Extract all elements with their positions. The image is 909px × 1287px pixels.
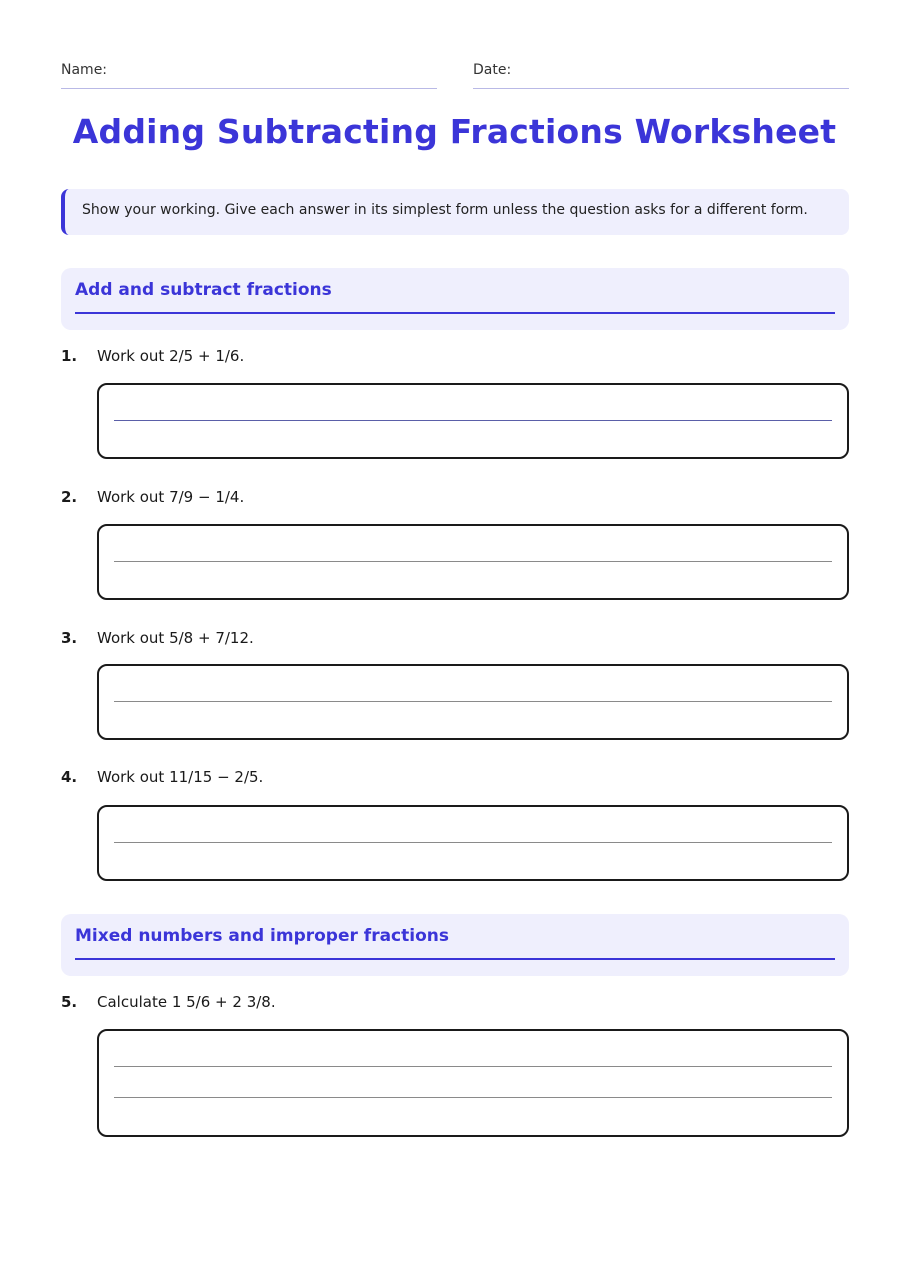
question-3 [61, 629, 849, 740]
answer-box[interactable] [97, 524, 849, 600]
question-number: 4. [61, 768, 78, 786]
section-add-subtract [61, 268, 849, 330]
date-label: Date: [473, 62, 512, 78]
answer-line[interactable] [114, 1097, 832, 1098]
question-number: 3. [61, 629, 78, 647]
answer-box[interactable] [97, 664, 849, 740]
answer-box[interactable] [97, 805, 849, 881]
question-5 [61, 993, 849, 1137]
answer-box[interactable] [97, 1029, 849, 1137]
answer-line[interactable] [114, 561, 832, 562]
question-1 [61, 347, 849, 459]
header-fields [61, 60, 849, 90]
question-number: 5. [61, 993, 78, 1011]
section-mixed-numbers [61, 914, 849, 976]
section-divider [75, 958, 835, 960]
question-number: 2. [61, 488, 78, 506]
instructions-text: Show your working. Give each answer in its simplest form unless the question asks for a different form. [82, 202, 808, 218]
name-field[interactable] [61, 60, 437, 89]
answer-line[interactable] [114, 420, 832, 421]
answer-line[interactable] [114, 701, 832, 702]
question-4 [61, 768, 849, 881]
section-title: Mixed numbers and improper fractions [75, 926, 449, 946]
question-text: Work out 7/9 − 1/4. [97, 488, 245, 506]
answer-box[interactable] [97, 383, 849, 459]
worksheet-title: Adding Subtracting Fractions Worksheet [72, 112, 837, 151]
question-text: Work out 2/5 + 1/6. [97, 347, 245, 365]
name-label: Name: [61, 62, 108, 78]
answer-line[interactable] [114, 1066, 832, 1067]
question-text: Work out 11/15 − 2/5. [97, 768, 264, 786]
question-2 [61, 488, 849, 600]
instructions-box [61, 189, 849, 235]
answer-line[interactable] [114, 842, 832, 843]
section-divider [75, 312, 835, 314]
date-field[interactable] [473, 60, 849, 89]
question-text: Calculate 1 5/6 + 2 3/8. [97, 993, 276, 1011]
question-number: 1. [61, 347, 78, 365]
section-title: Add and subtract fractions [75, 280, 332, 300]
question-text: Work out 5/8 + 7/12. [97, 629, 254, 647]
